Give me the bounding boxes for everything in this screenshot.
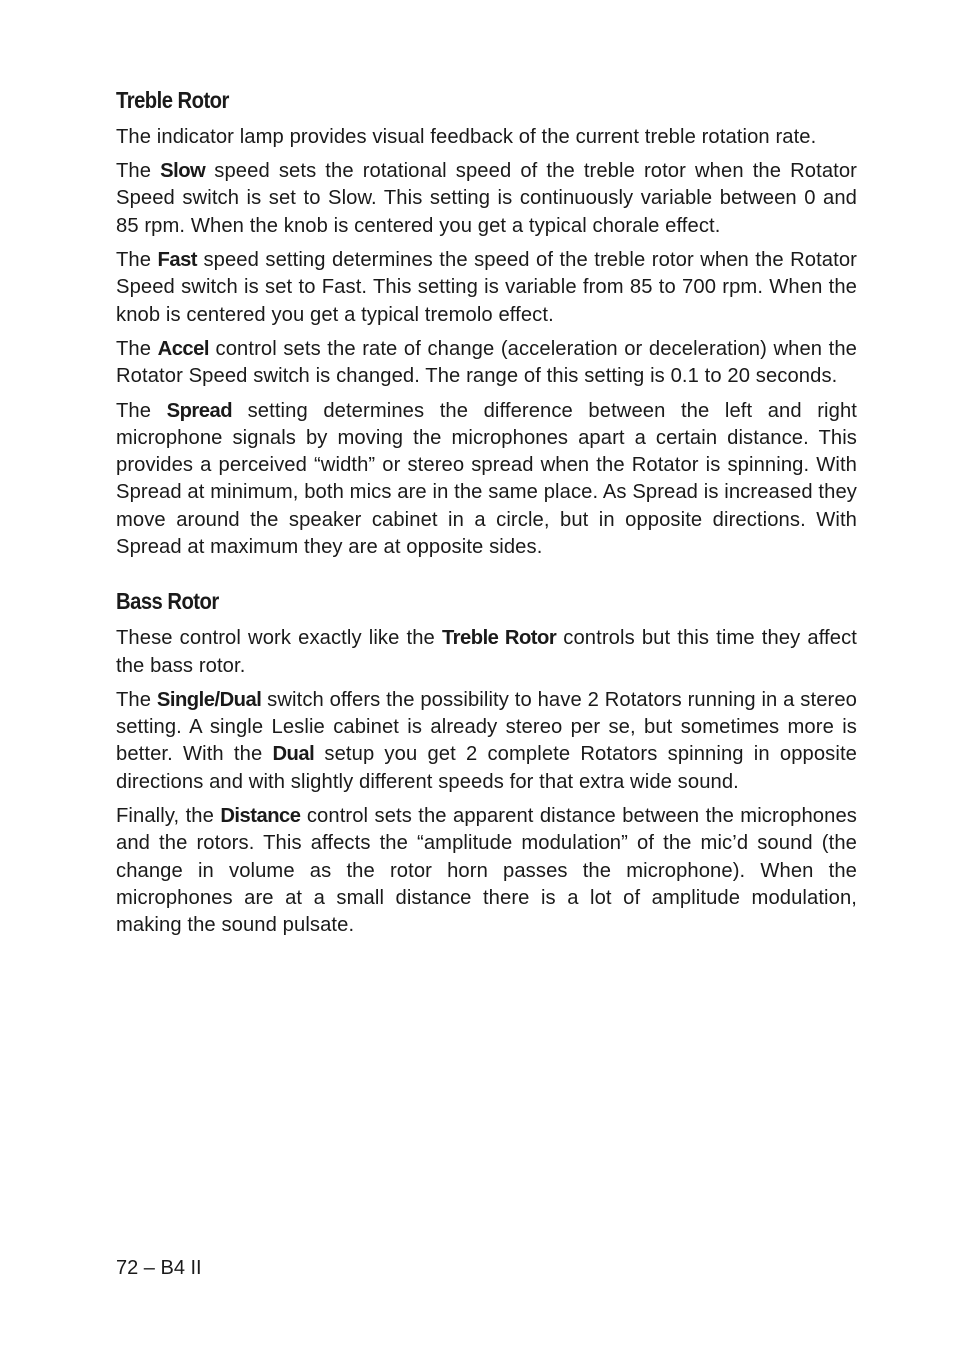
paragraph-accel	[116, 336, 857, 391]
paragraph-slow	[116, 158, 857, 240]
text-segment: Finally, the	[116, 805, 221, 828]
paragraph-distance	[116, 803, 857, 939]
paragraph-spread	[116, 398, 857, 562]
text-segment: The	[116, 399, 167, 422]
term-slow: Slow	[160, 160, 206, 183]
heading-treble-rotor: Treble Rotor	[116, 87, 229, 113]
text-segment: switch offers the possibility to have 2 Rotators running in a stereo setting. A single Leslie cabinet is already stereo per se, but sometimes more is better. With the	[116, 688, 858, 766]
term-dual: Dual	[272, 743, 315, 766]
manual-page	[116, 86, 857, 947]
heading-bass-rotor: Bass Rotor	[116, 588, 219, 615]
section-bass-rotor	[116, 587, 857, 939]
text-segment: The	[116, 337, 158, 360]
paragraph-single-dual	[116, 687, 857, 796]
text-segment: control sets the apparent distance between the microphones and the rotors. This affects the “amplitude modulation” of the mic’d sound (the change in volume as the rotor horn passes the microphone). When the microphones are at a small distance there is a lot of amplitude modulation, making the sound pulsate.	[116, 805, 857, 937]
paragraph-fast	[116, 247, 857, 329]
text-segment: control sets the rate of change (acceleration or deceleration) when the Rotator Speed switch is changed. The range of this setting is 0.1 to 20 seconds.	[116, 337, 857, 388]
text-segment: setting determines the difference between the left and right microphone signals by moving the microphones apart a certain distance. This provides a perceived “width” or stereo spread when the Rotator is spinning. With Spread at minimum, both mics are in the same place. As Spread is increased they move around the speaker cabinet in a circle, but in opposite directions. With Spread at maximum they are at opposite sides.	[116, 399, 858, 559]
term-fast: Fast	[157, 249, 198, 272]
text-segment: speed setting determines the speed of the treble rotor when the Rotator Speed switch is set to Fast. This setting is variable from 85 to 700 rpm. When the knob is centered you get a typical tremolo effect.	[116, 249, 857, 326]
term-single-dual: Single/Dual	[156, 688, 262, 711]
text-segment: The	[116, 160, 161, 183]
term-distance: Distance	[220, 805, 301, 828]
paragraph-bass-controls	[116, 625, 857, 680]
text-segment: speed sets the rotational speed of the treble rotor when the Rotator Speed switch is set to Slow. This setting is continuously variable between 0 and 85 rpm. When the knob is centered you get a typical chorale effect.	[116, 160, 858, 237]
term-treble-rotor: Treble Rotor	[441, 627, 557, 650]
text-segment: The	[116, 688, 157, 711]
text-segment: These control work exactly like the	[116, 627, 442, 650]
paragraph-indicator-lamp: The indicator lamp provides visual feedback of the current treble rotation rate.	[116, 125, 817, 148]
section-treble-rotor	[116, 86, 857, 561]
page-footer	[116, 1254, 202, 1282]
text-segment: The	[116, 249, 158, 272]
text-segment: setup you get 2 complete Rotators spinning in opposite directions and with slightly different speeds for that extra wide sound.	[116, 743, 857, 793]
term-spread: Spread	[166, 399, 233, 422]
page-number-label: 72 – B4 II	[116, 1257, 202, 1279]
text-segment: controls but this time they affect the bass rotor.	[116, 627, 857, 677]
term-accel: Accel	[157, 337, 209, 360]
